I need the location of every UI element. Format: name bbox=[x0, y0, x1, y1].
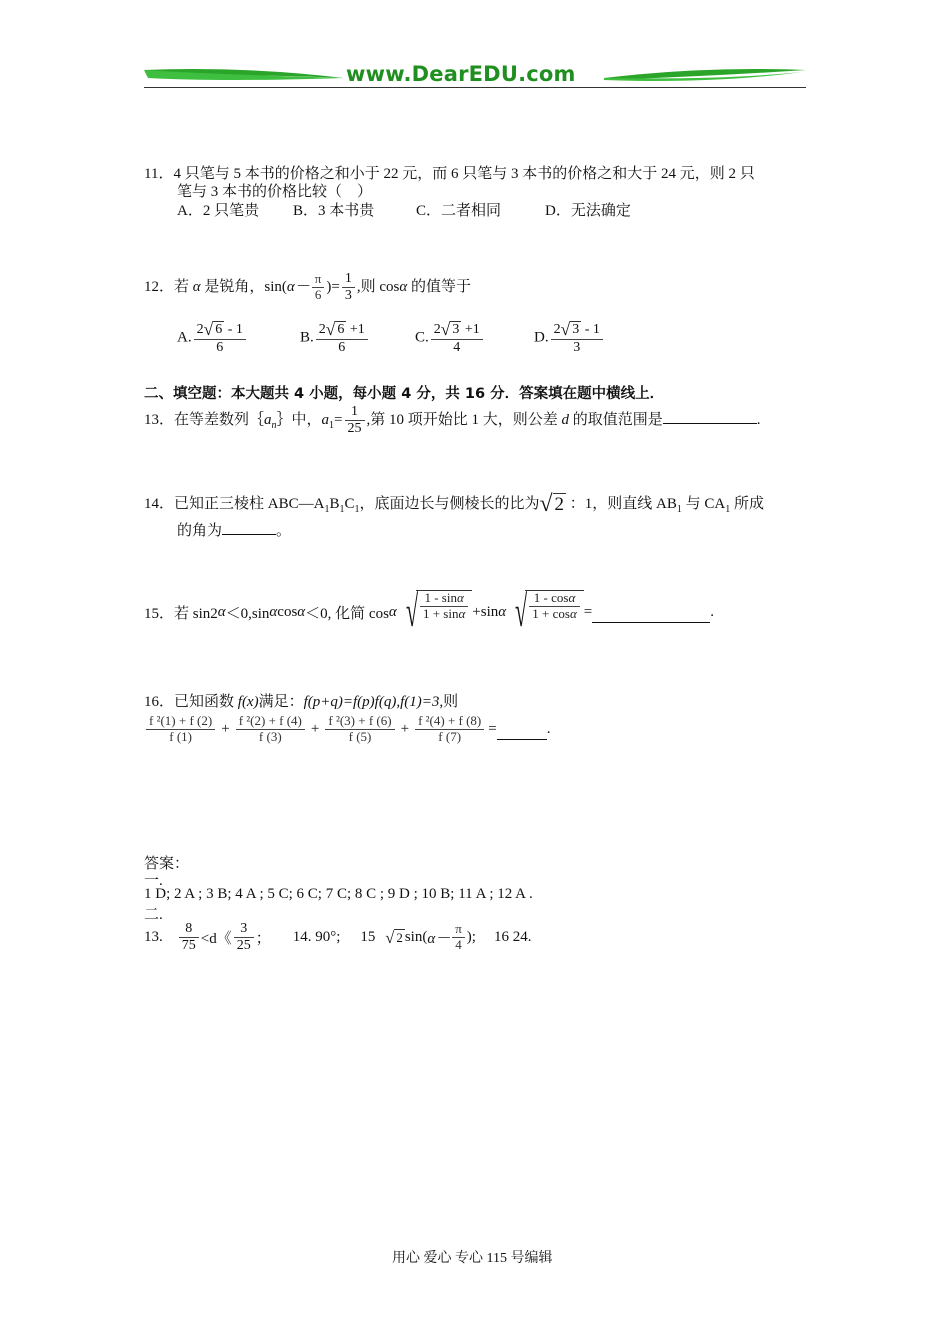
q15-sqrt-2: √ $\frac{1 - \cos\alpha}{1 + \cos\alpha}$ bbox=[509, 590, 584, 634]
q14-line2: 的角为 。 bbox=[177, 519, 291, 540]
q13-answer-blank bbox=[663, 408, 757, 424]
q16-term-2: $\frac{\text{f ²(2) + f (4)}}{f (3)}$ bbox=[236, 714, 305, 745]
q16-term-3: $\frac{\text{f ²(3) + f (6)}}{f (5)}$ bbox=[325, 714, 394, 745]
q11-option-b: B．3 本书贵 bbox=[293, 203, 375, 219]
q16-term-4: $\frac{\text{f ²(4) + f (8)}}{f (7)}$ bbox=[415, 714, 484, 745]
q16-expression: $\frac{\text{f ²(1) + f (2)}}{f (1)}$ + $\frac{\text{f ²(2) + f (4)}}{f (3)}$ + $\frac{\text{f ²(3) + f (6)}}{f (5)}$ + $\frac{\text{f ²(4) + f (8)}}{f (7)}$ = . bbox=[144, 714, 551, 745]
site-logo: www.DearEDU.com bbox=[346, 62, 576, 86]
answers-title: 答案： bbox=[144, 856, 190, 872]
answers-part1: 1 D; 2 A ; 3 B; 4 A ; 5 C; 6 C; 7 C; 8 C ; 9 D ; 10 B; 11 A ; 12 A . bbox=[144, 886, 533, 902]
q11-option-a: A．2 只笔贵 bbox=[177, 203, 260, 219]
answers-part2: 13. $\frac{8}{75}$ <d《 $\frac{3}{25}$ ； 14. 90°; 15 √ 2 sin( α－ $\frac{\pi}{4}$ ); 16 24. bbox=[144, 921, 532, 954]
q15-stem: 15．若 sin2 α ＜0,sin α cos α ＜0, 化简 cos α √ $\frac{1 - \sin\alpha}{1 + \sin\alpha}$ +sin α √ $\frac{1 - \cos\alpha}{1 + \cos\alpha}$ = . bbox=[144, 587, 714, 636]
left-swoosh-graphic bbox=[144, 64, 344, 86]
q12-option-c: C. 2 √ 3 +1 4 bbox=[415, 321, 485, 356]
q12-option-d: D. 2 √ 3 - 1 3 bbox=[534, 321, 605, 356]
answers-part2-label: 二. bbox=[144, 907, 163, 923]
q13-stem: 13．在等差数列$\{a_n\}$中，$a_1=$ $\frac{1}{25}$ ,第 10 项开始比 1 大，则公差 d 的取值范围是 . bbox=[144, 404, 761, 437]
pi-over-6-fraction: $\frac{\pi}{6}$ bbox=[312, 272, 325, 303]
q11-option-c: C．二者相同 bbox=[416, 203, 502, 219]
q16-answer-blank bbox=[497, 724, 547, 740]
q11-line2: 笔与 3 本书的价格比较（ ） bbox=[177, 184, 373, 200]
q14-answer-blank bbox=[222, 519, 276, 535]
one-third-fraction: $\frac{1}{3}$ bbox=[342, 271, 355, 304]
page-footer: 用心 爱心 专心 115 号编辑 bbox=[392, 1251, 553, 1266]
q15-sqrt-1: √ $\frac{1 - \sin\alpha}{1 + \sin\alpha}$ bbox=[400, 590, 473, 634]
q12-stem: 12．若 α 是锐角，sin(α－ $\frac{\pi}{6}$ )= $\frac{1}{3}$ ,则 cosα 的值等于 bbox=[144, 271, 471, 304]
q15-answer-blank bbox=[592, 607, 710, 623]
q16-line1: 16．已知函数 f(x)满足：f(p+q)=f(p)f(q),f(1)=3,则 bbox=[144, 694, 459, 710]
answers-part1-label: 一. bbox=[144, 873, 163, 889]
right-swoosh-graphic bbox=[604, 64, 806, 86]
q12-option-a: A. 2 √ 6 - 1 6 bbox=[177, 321, 248, 356]
one-over-25-fraction: $\frac{1}{25}$ bbox=[345, 404, 365, 437]
q16-term-1: $\frac{\text{f ²(1) + f (2)}}{f (1)}$ bbox=[146, 714, 215, 745]
q11-line1: 11．4 只笔与 5 本书的价格之和小于 22 元，而 6 只笔与 3 本书的价格之和大于 24 元，则 2 只 bbox=[144, 166, 755, 182]
sqrt-2: √ 2 bbox=[539, 490, 565, 517]
section-2-heading: 二、填空题：本大题共 4 小题，每小题 4 分，共 16 分．答案填在题中横线上． bbox=[144, 386, 665, 402]
q14-line1: 14．已知正三棱柱 $ABC—A_1B_1C_1$，底面边长与侧棱长的比为 √ 2 ：1，则直线 $AB_1$ 与 $CA_1$ 所成 bbox=[144, 490, 764, 517]
q11-option-d: D．无法确定 bbox=[545, 203, 631, 219]
header-rule bbox=[144, 87, 806, 88]
q12-option-b: B. 2 √ 6 +1 6 bbox=[300, 321, 370, 356]
